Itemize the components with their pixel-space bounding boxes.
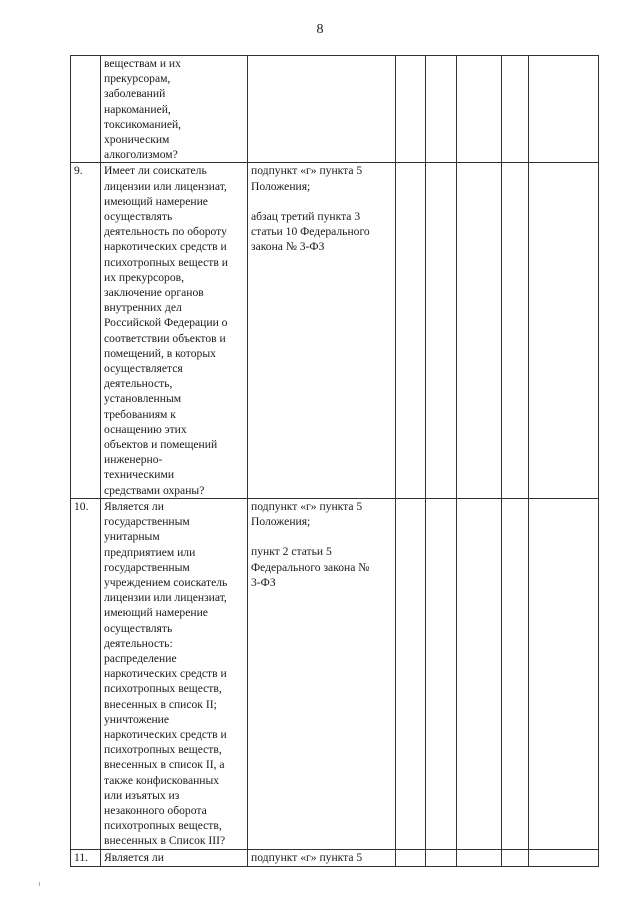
legal-reference-cell [248,498,396,849]
note-cell [502,56,529,163]
question-line: внутренних дел [104,301,182,315]
reference-line: абзац третий пункта 3 [251,209,361,223]
legal-reference-cell [248,163,396,498]
question-line: или изъятых из [104,788,180,802]
question-line: соответствии объектов и [104,331,226,345]
question-line: имеющий намерение [104,606,208,620]
answer-yes-cell [396,849,426,866]
reference-line: подпункт «г» пункта 5 [251,850,363,864]
answer-no-cell [426,163,457,498]
table-row [71,849,599,866]
comment-cell [529,498,599,849]
question-line: токсикоманией, [104,117,182,131]
question-line: наркотических средств и [104,240,227,254]
question-line: осуществляется [104,362,183,376]
scan-mark: ¹ [38,880,41,890]
comment-cell [529,163,599,498]
question-line: деятельность по обороту [104,225,227,239]
row-number [71,56,101,163]
question-line: наркоманией, [104,102,171,116]
question-line: требованиям к [104,407,176,421]
question-cell [101,498,248,849]
table-row [71,498,599,849]
reference-line: Федерального закона № [251,560,370,574]
not-applicable-cell [457,56,502,163]
question-line: оснащению этих [104,422,187,436]
checklist-table [70,55,599,867]
question-line: осуществлять [104,621,173,635]
question-line: предприятием или [104,545,196,559]
question-line: лицензии или лицензиат, [104,591,227,605]
question-cell [101,56,248,163]
reference-line: подпункт «г» пункта 5 [251,164,363,178]
question-line: наркотических средств и [104,727,227,741]
question-line: внесенных в список II, а [104,758,225,772]
question-line: также конфискованных [104,773,220,787]
question-cell [101,849,248,866]
question-line: хроническим [104,133,170,147]
question-line: унитарным [104,530,160,544]
answer-yes-cell [396,498,426,849]
table-row [71,163,599,498]
not-applicable-cell [457,849,502,866]
question-line: заключение органов [104,286,204,300]
legal-reference-cell [248,849,396,866]
question-line: Является ли [104,499,164,513]
not-applicable-cell [457,498,502,849]
comment-cell [529,849,599,866]
question-line: алкоголизмом? [104,148,178,162]
question-line: государственным [104,515,190,529]
question-line: психотропных веществ, [104,743,222,757]
question-line: Имеет ли соискатель [104,164,207,178]
row-number: 9. [71,163,101,498]
question-line: незаконного оборота [104,803,207,817]
question-line: психотропных веществ, [104,819,222,833]
question-line: инженерно- [104,453,163,467]
question-line: Российской Федерации о [104,316,228,330]
question-line: государственным [104,560,190,574]
question-line: психотропных веществ и [104,255,228,269]
comment-cell [529,56,599,163]
answer-no-cell [426,56,457,163]
note-cell [502,163,529,498]
question-line: лицензии или лицензиат, [104,179,227,193]
reference-line: 3-ФЗ [251,575,276,589]
question-line: установленным [104,392,182,406]
reference-line: Положения; [251,179,311,193]
question-cell [101,163,248,498]
note-cell [502,498,529,849]
row-number: 10. [71,498,101,849]
question-line: средствами охраны? [104,483,205,497]
reference-line: статьи 10 Федерального [251,225,370,239]
reference-line: Положения; [251,515,311,529]
question-line: осуществлять [104,210,173,224]
reference-line: пункт 2 статьи 5 [251,545,332,559]
reference-line: закона № 3-ФЗ [251,240,325,254]
answer-yes-cell [396,163,426,498]
question-line: внесенных в список II; [104,697,217,711]
question-line: заболеваний [104,87,166,101]
question-line: психотропных веществ, [104,682,222,696]
question-line: внесенных в Список III? [104,834,226,848]
question-line: уничтожение [104,712,170,726]
question-line: распределение [104,651,177,665]
row-number: 11. [71,849,101,866]
answer-no-cell [426,498,457,849]
answer-no-cell [426,849,457,866]
question-line: прекурсорам, [104,72,171,86]
question-line: техническими [104,468,175,482]
question-line: деятельность: [104,636,173,650]
note-cell [502,849,529,866]
question-line: веществам и их [104,57,181,70]
question-line: деятельность, [104,377,173,391]
question-line: имеющий намерение [104,194,208,208]
question-line: их прекурсоров, [104,270,185,284]
question-line: помещений, в которых [104,346,216,360]
reference-line: подпункт «г» пункта 5 [251,499,363,513]
question-line: Является ли [104,850,164,864]
table-row [71,56,599,163]
legal-reference-cell [248,56,396,163]
not-applicable-cell [457,163,502,498]
question-line: объектов и помещений [104,438,218,452]
answer-yes-cell [396,56,426,163]
question-line: наркотических средств и [104,667,227,681]
page-number: 8 [316,22,324,37]
question-line: учреждением соискатель [104,575,228,589]
